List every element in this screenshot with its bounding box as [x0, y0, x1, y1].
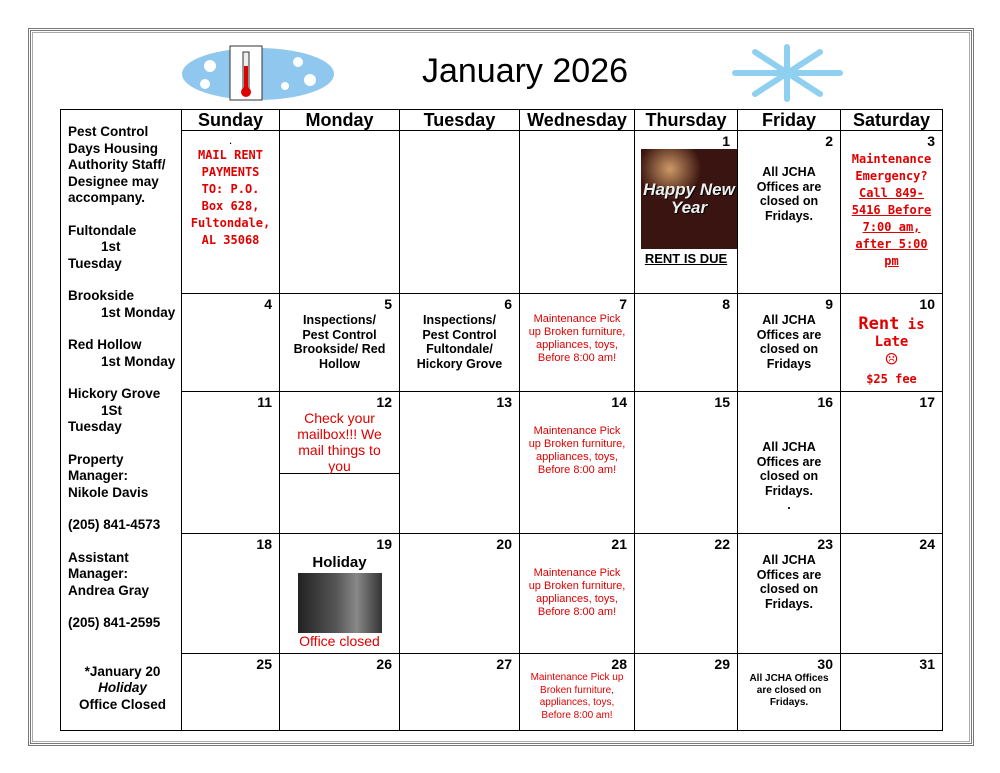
site-red-hollow: Red Hollow 1st Monday	[68, 337, 176, 369]
day-cell: 4	[182, 294, 280, 392]
day-cell: 23 All JCHA Offices are closed on Fridays.	[738, 534, 841, 654]
day-cell: 24	[841, 534, 943, 654]
day-cell: 1 Happy New Year RENT IS DUE	[635, 131, 738, 294]
day-cell: 27	[400, 654, 520, 731]
day-cell: 10 Rent is Late ☹ $25 fee	[841, 294, 943, 392]
day-cell: 29	[635, 654, 738, 731]
day-cell: 12 Check your mailbox!!! We mail things to you	[280, 392, 400, 534]
property-manager: Property Manager: Nikole Davis	[68, 451, 149, 500]
day-header: Friday	[738, 110, 841, 131]
day-cell: 11	[182, 392, 280, 534]
thermometer-icon	[180, 44, 335, 102]
day-header: Tuesday	[400, 110, 520, 131]
day-cell: 19 Holiday Office closed	[280, 534, 400, 654]
day-header: Monday	[280, 110, 400, 131]
day-cell: 8	[635, 294, 738, 392]
pest-control-intro: Pest Control Days Housing Authority Staff/ Designee may accompany.	[68, 124, 166, 205]
day-cell: 2 All JCHA Offices are closed on Fridays.	[738, 131, 841, 294]
am-phone: (205) 841-2595	[68, 615, 161, 630]
day-cell	[400, 131, 520, 294]
sidebar-info	[61, 110, 182, 731]
day-header: Wednesday	[520, 110, 635, 131]
mail-rent-note: MAIL RENT PAYMENTS TO: P.O. Box 628, Fultondale, AL 35068	[190, 148, 271, 247]
day-cell: 22	[635, 534, 738, 654]
day-cell: 25	[182, 654, 280, 731]
site-hickory-grove: Hickory Grove 1St Tuesday	[68, 386, 161, 434]
pm-phone: (205) 841-4573	[68, 517, 161, 532]
day-cell: 31	[841, 654, 943, 731]
day-header: Sunday	[182, 110, 280, 131]
frown-icon: ☹	[885, 347, 898, 371]
happy-new-year-image: Happy New Year	[641, 149, 737, 249]
site-brookside: Brookside 1st Monday	[68, 288, 176, 320]
day-cell: 16 All JCHA Offices are closed on Fridays. .	[738, 392, 841, 534]
day-cell: 20	[400, 534, 520, 654]
site-fultondale: Fultondale 1st Tuesday	[68, 222, 137, 271]
day-cell: . MAIL RENT PAYMENTS TO: P.O. Box 628, Fultondale, AL 35068	[182, 131, 280, 294]
day-cell: 6 Inspections/ Pest Control Fultondale/ Hickory Grove	[400, 294, 520, 392]
day-cell: 15	[635, 392, 738, 534]
mailbox-note: Check your mailbox!!! We mail things to you	[280, 392, 399, 474]
day-cell: 5 Inspections/ Pest Control Brookside/ Red Hollow	[280, 294, 400, 392]
day-cell: 18	[182, 534, 280, 654]
day-header: Thursday	[635, 110, 738, 131]
day-cell: 26	[280, 654, 400, 731]
snowflake-icon	[725, 44, 850, 102]
page-title: January 2026	[421, 52, 629, 90]
rent-due-label: RENT IS DUE	[644, 251, 728, 266]
day-cell: 9 All JCHA Offices are closed on Fridays	[738, 294, 841, 392]
day-cell: 7 Maintenance Pick up Broken furniture, appliances, toys, Before 8:00 am!	[520, 294, 635, 392]
day-cell: 13	[400, 392, 520, 534]
day-cell: 30 All JCHA Offices are closed on Fridays.	[738, 654, 841, 731]
holiday-note: *January 20 Holiday Office Closed	[78, 663, 167, 712]
day-cell: 28 Maintenance Pick up Broken furniture, appliances, toys, Before 8:00 am!	[520, 654, 635, 731]
assistant-manager: Assistant Manager: Andrea Gray	[68, 549, 150, 598]
day-cell: 21 Maintenance Pick up Broken furniture, appliances, toys, Before 8:00 am!	[520, 534, 635, 654]
calendar-grid	[60, 109, 943, 731]
day-cell	[520, 131, 635, 294]
day-cell: 17	[841, 392, 943, 534]
day-cell: 3 Maintenance Emergency? Call 849-5416 Before 7:00 am, after 5:00 pm	[841, 131, 943, 294]
emergency-note: Maintenance Emergency?	[851, 152, 932, 183]
day-header: Saturday	[841, 110, 943, 131]
day-cell	[280, 131, 400, 294]
day-cell: 14 Maintenance Pick up Broken furniture, appliances, toys, Before 8:00 am!	[520, 392, 635, 534]
mlk-image	[298, 573, 382, 633]
